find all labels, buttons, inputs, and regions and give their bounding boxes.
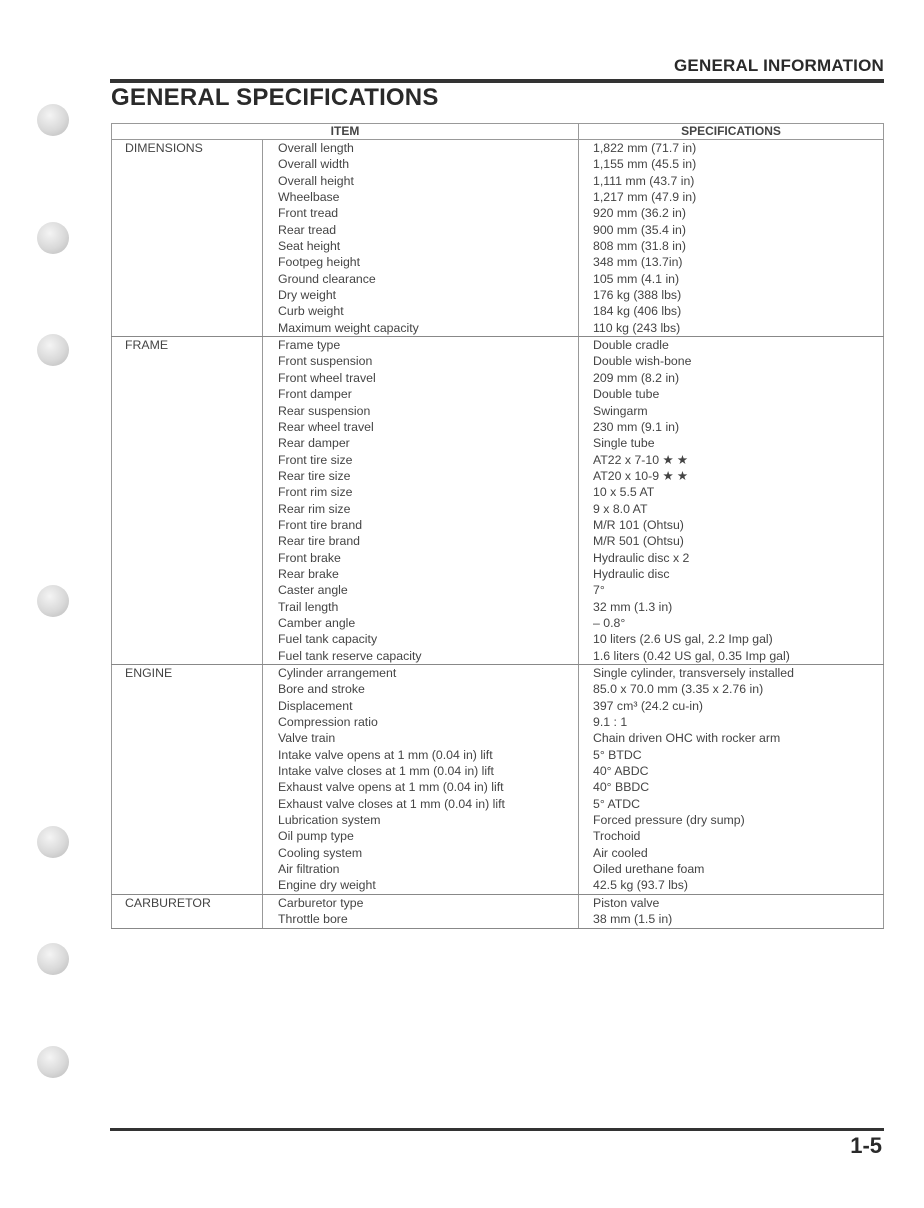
item-label: Maximum weight capacity: [278, 320, 419, 335]
item-label: Carburetor type: [278, 895, 364, 910]
item-label: Front brake: [278, 550, 341, 565]
item-label: Frame type: [278, 338, 341, 353]
specifications-table: [111, 123, 884, 929]
specification-value: Single cylinder, transversely installed: [593, 666, 794, 680]
specification-cell: [579, 894, 884, 928]
specification-value: 900 mm (35.4 in): [593, 222, 686, 237]
specification-value: 40° ABDC: [593, 764, 649, 779]
column-header-item: ITEM: [112, 124, 579, 140]
specification-value: Swingarm: [593, 403, 648, 418]
specification-value: 10 liters (2.6 US gal, 2.2 Imp gal): [593, 632, 773, 647]
item-label: Dry weight: [278, 288, 337, 303]
specification-value: 184 kg (406 lbs): [593, 304, 682, 319]
item-label: Rear suspension: [278, 403, 371, 418]
page-number: 1-5: [850, 1133, 882, 1158]
item-label: Overall length: [278, 141, 354, 155]
specification-value: 209 mm (8.2 in): [593, 370, 680, 385]
item-label: Valve train: [278, 731, 336, 746]
specification-value: Air cooled: [593, 845, 648, 860]
item-label: Rear brake: [278, 566, 339, 581]
specification-value: 40° BBDC: [593, 780, 650, 795]
item-label: Throttle bore: [278, 912, 348, 927]
specification-value: 9 x 8.0 AT: [593, 501, 648, 516]
specification-value: Chain driven OHC with rocker arm: [593, 731, 781, 746]
specification-value: 348 mm (13.7in): [593, 255, 683, 270]
item-label: Wheelbase: [278, 190, 340, 205]
specification-value: Single tube: [593, 436, 655, 451]
table-row-group: [112, 140, 884, 337]
specification-value: 85.0 x 70.0 mm (3.35 x 2.76 in): [593, 682, 764, 697]
specification-value: Double wish-bone: [593, 354, 692, 369]
group-label: FRAME: [112, 337, 263, 665]
item-cell: [263, 337, 579, 665]
item-label: Compression ratio: [278, 715, 378, 730]
specification-value: 1.6 liters (0.42 US gal, 0.35 Imp gal): [593, 648, 790, 663]
specification-value: 1,822 mm (71.7 in): [593, 141, 697, 155]
specification-value: Forced pressure (dry sump): [593, 813, 745, 828]
table-row-group: [112, 665, 884, 895]
page-title: GENERAL SPECIFICATIONS: [111, 84, 439, 111]
specification-value: 42.5 kg (93.7 lbs): [593, 878, 689, 893]
specification-value: 230 mm (9.1 in): [593, 419, 680, 434]
specification-value: Hydraulic disc x 2: [593, 550, 690, 565]
specification-cell: [579, 140, 884, 337]
table-row-group: [112, 894, 884, 928]
specification-value: – 0.8°: [593, 615, 626, 630]
binder-hole-icon: [37, 1046, 69, 1078]
item-label: Footpeg height: [278, 255, 361, 270]
item-label: Oil pump type: [278, 829, 354, 844]
item-label: Bore and stroke: [278, 682, 365, 697]
table-row-group: [112, 337, 884, 665]
specification-value: Piston valve: [593, 895, 660, 910]
specification-value: M/R 101 (Ohtsu): [593, 517, 684, 532]
binder-hole-icon: [37, 585, 69, 617]
header-rule: [110, 79, 884, 83]
specification-value: Oiled urethane foam: [593, 862, 705, 877]
specification-value: 1,155 mm (45.5 in): [593, 157, 697, 172]
item-label: Front wheel travel: [278, 370, 376, 385]
group-label: CARBURETOR: [112, 894, 263, 928]
specification-value: 1,111 mm (43.7 in): [593, 173, 695, 188]
item-label: Rear tire brand: [278, 534, 361, 549]
section-label: GENERAL INFORMATION: [674, 56, 884, 75]
item-label: Air filtration: [278, 862, 340, 877]
binder-hole-icon: [37, 826, 69, 858]
binder-hole-icon: [37, 222, 69, 254]
item-label: Lubrication system: [278, 813, 381, 828]
item-label: Front tire brand: [278, 517, 363, 532]
item-label: Trail length: [278, 599, 339, 614]
binder-hole-icon: [37, 943, 69, 975]
column-header-specifications: SPECIFICATIONS: [579, 124, 884, 140]
table-body: [112, 140, 884, 929]
specification-value: 105 mm (4.1 in): [593, 271, 680, 286]
specification-cell: [579, 665, 884, 895]
item-label: Front suspension: [278, 354, 373, 369]
binder-hole-icon: [37, 104, 69, 136]
specification-value: Double cradle: [593, 338, 669, 353]
item-label: Rear damper: [278, 436, 350, 451]
item-label: Intake valve closes at 1 mm (0.04 in) lift: [278, 764, 494, 779]
specification-value: 7°: [593, 583, 605, 598]
item-cell: [263, 665, 579, 895]
specification-value: AT22 x 7-10 ★ ★: [593, 452, 688, 467]
item-label: Ground clearance: [278, 271, 376, 286]
item-label: Exhaust valve opens at 1 mm (0.04 in) lift: [278, 780, 504, 795]
specification-value: 920 mm (36.2 in): [593, 206, 686, 221]
binder-hole-icon: [37, 334, 69, 366]
item-label: Curb weight: [278, 304, 344, 319]
specification-value: 5° BTDC: [593, 747, 642, 762]
item-label: Front tread: [278, 206, 339, 221]
item-label: Rear tread: [278, 222, 337, 237]
specification-value: 32 mm (1.3 in): [593, 599, 673, 614]
specification-value: 5° ATDC: [593, 796, 641, 811]
table-header-row: [112, 124, 884, 140]
item-label: Rear wheel travel: [278, 419, 374, 434]
item-label: Seat height: [278, 239, 341, 254]
group-label: DIMENSIONS: [112, 140, 263, 337]
footer-rule: [110, 1128, 884, 1131]
specification-cell: [579, 337, 884, 665]
specification-value: 397 cm³ (24.2 cu-in): [593, 698, 704, 713]
item-cell: [263, 894, 579, 928]
item-label: Rear tire size: [278, 468, 351, 483]
item-label: Overall height: [278, 173, 354, 188]
item-label: Cooling system: [278, 845, 363, 860]
item-label: Fuel tank capacity: [278, 632, 378, 647]
item-label: Intake valve opens at 1 mm (0.04 in) lift: [278, 747, 493, 762]
item-label: Cylinder arrangement: [278, 666, 397, 680]
specification-value: 808 mm (31.8 in): [593, 239, 686, 254]
specification-value: AT20 x 10-9 ★ ★: [593, 468, 688, 483]
item-label: Front tire size: [278, 452, 353, 467]
specification-value: Double tube: [593, 387, 660, 402]
item-label: Engine dry weight: [278, 878, 376, 893]
group-label: ENGINE: [112, 665, 263, 895]
item-label: Front rim size: [278, 485, 353, 500]
item-label: Displacement: [278, 698, 353, 713]
specification-value: 9.1 : 1: [593, 715, 628, 730]
specification-value: Hydraulic disc: [593, 566, 670, 581]
specification-value: 38 mm (1.5 in): [593, 912, 673, 927]
item-label: Front damper: [278, 387, 352, 402]
specification-value: M/R 501 (Ohtsu): [593, 534, 684, 549]
item-label: Fuel tank reserve capacity: [278, 648, 422, 663]
specification-value: 110 kg (243 lbs): [593, 320, 681, 335]
item-label: Rear rim size: [278, 501, 351, 516]
specification-value: 1,217 mm (47.9 in): [593, 190, 697, 205]
item-label: Camber angle: [278, 615, 356, 630]
specification-value: 176 kg (388 lbs): [593, 288, 682, 303]
item-label: Exhaust valve closes at 1 mm (0.04 in) lift: [278, 796, 505, 811]
specification-value: 10 x 5.5 AT: [593, 485, 655, 500]
item-label: Caster angle: [278, 583, 348, 598]
specification-value: Trochoid: [593, 829, 641, 844]
item-cell: [263, 140, 579, 337]
item-label: Overall width: [278, 157, 350, 172]
